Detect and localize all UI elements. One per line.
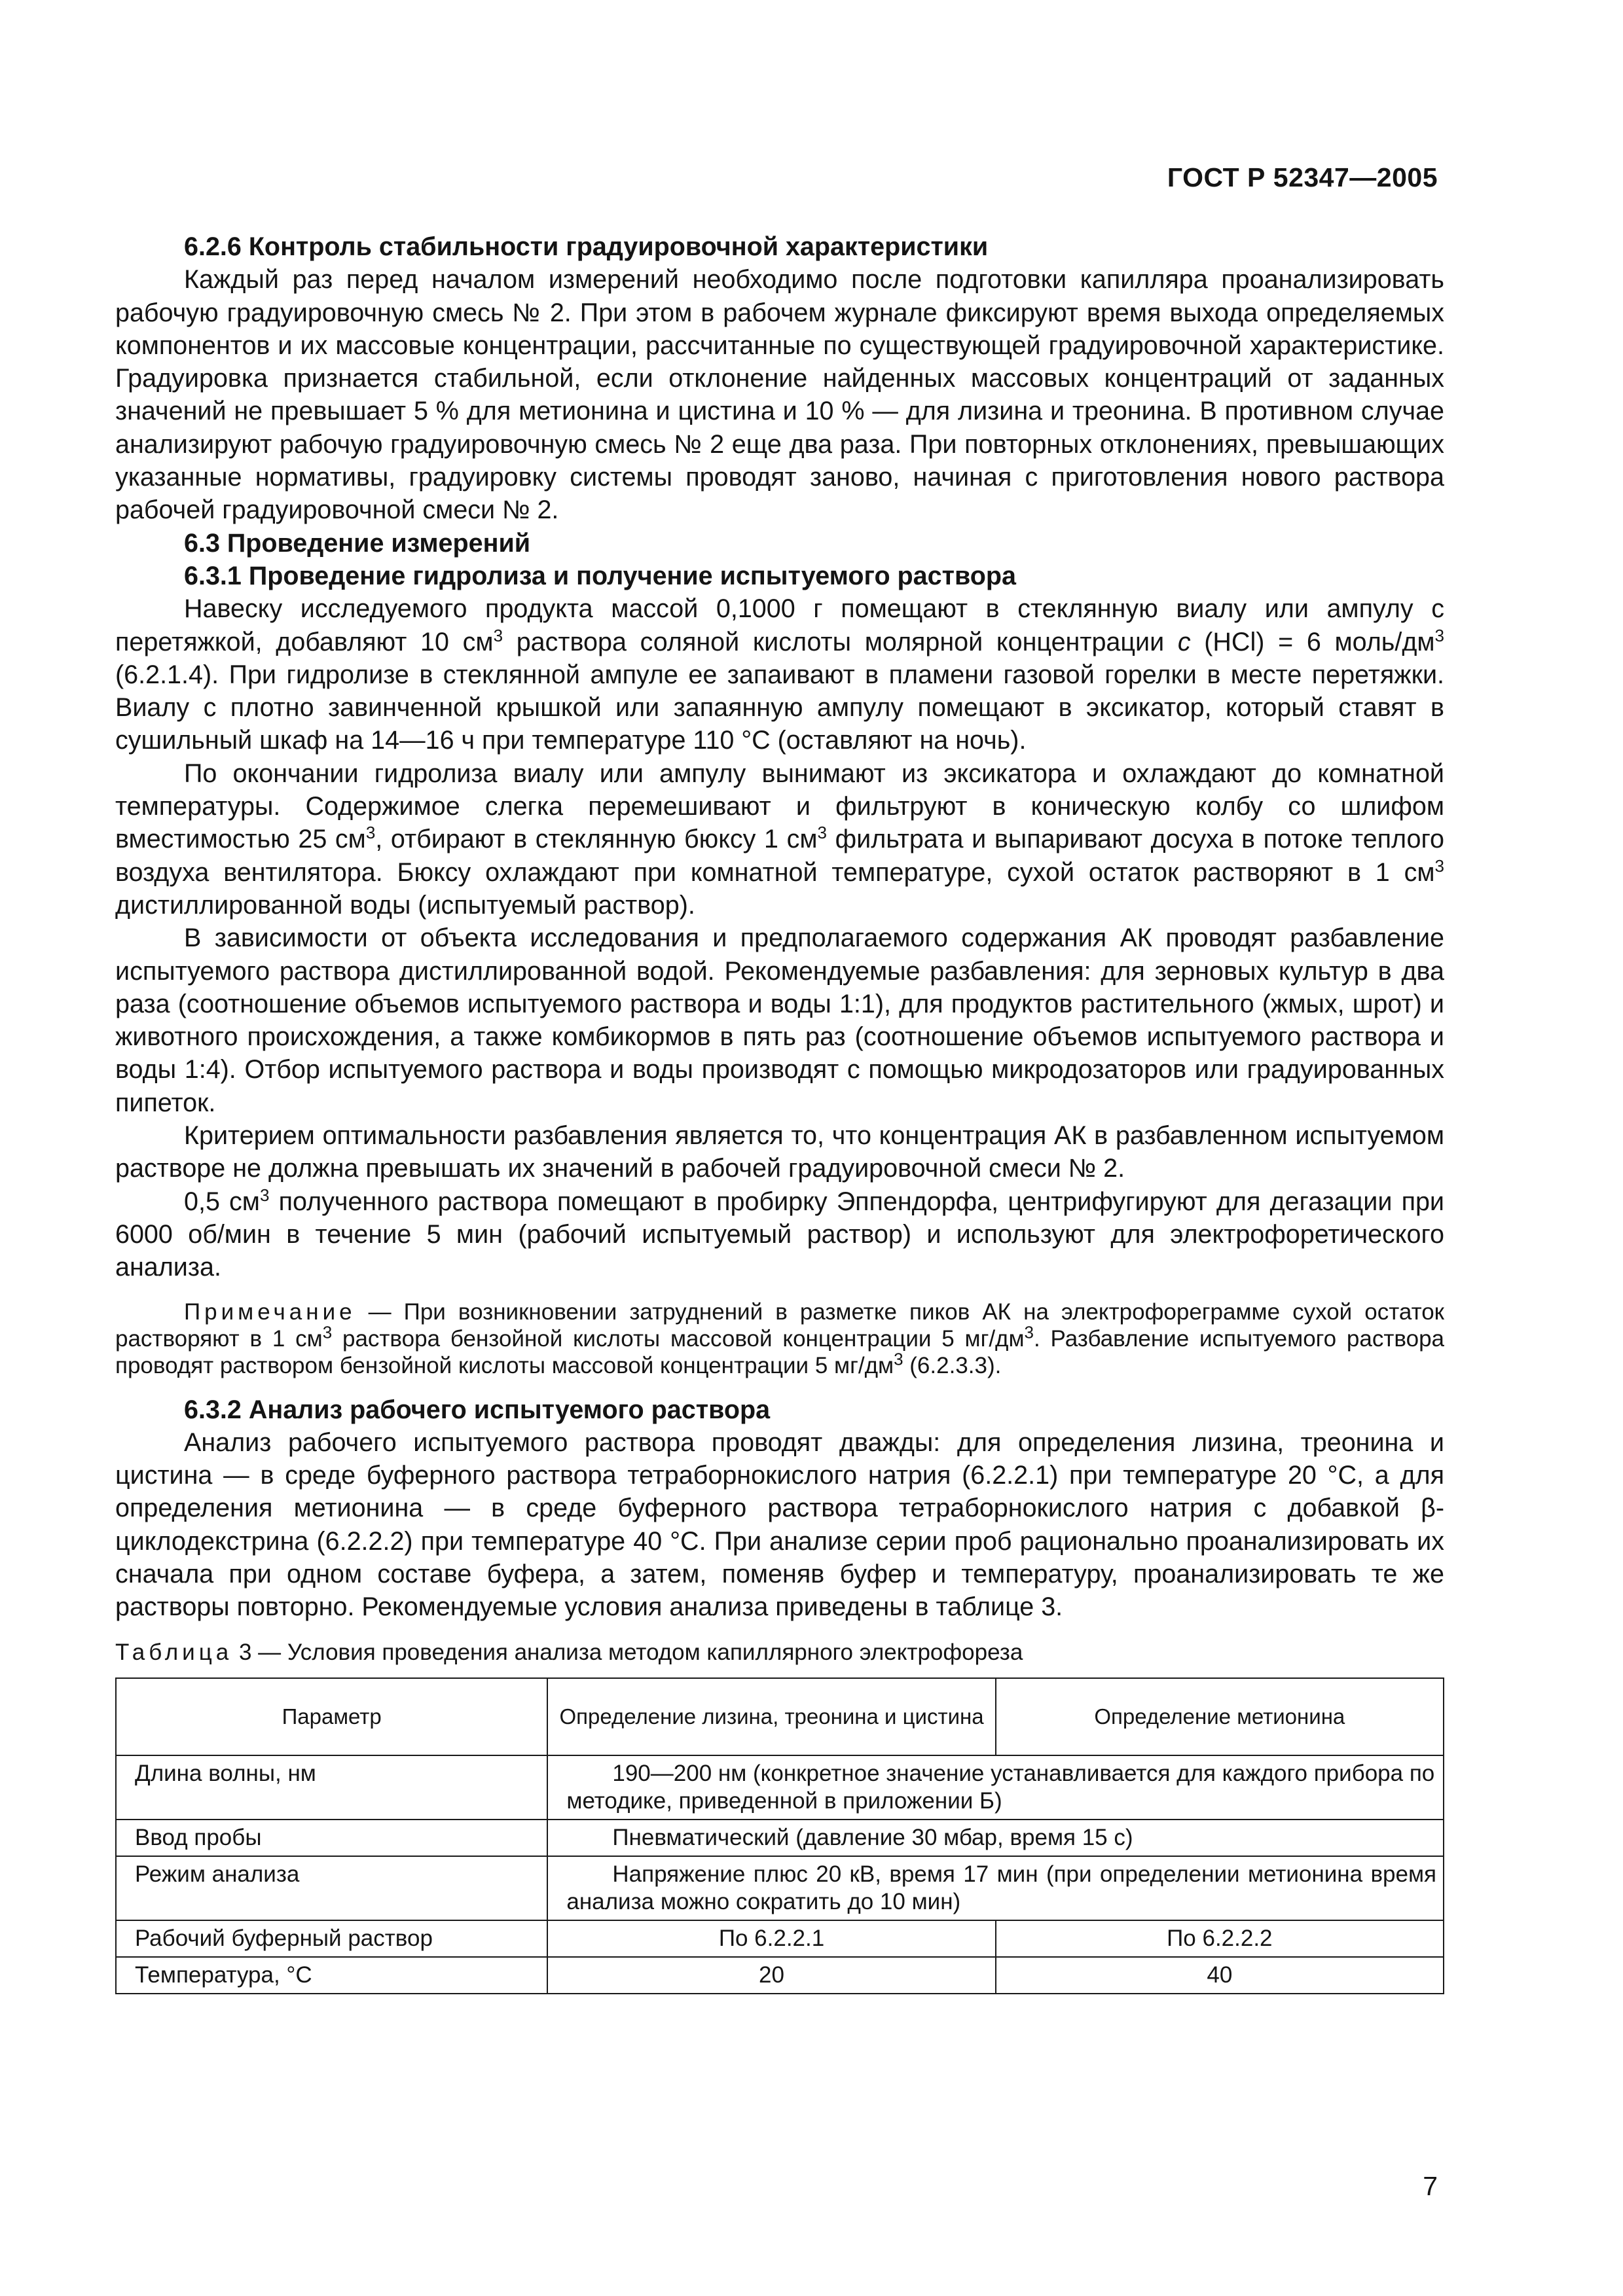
section-6-2-6-title: 6.2.6 Контроль стабильности градуировочной характеристики: [184, 232, 989, 261]
section-6-3-1-paragraph-2: По окончании гидролиза виалу или ампулу вынимают из эксикатора и охлаждают до комнатной температуры. Содержимое слегка перемешивают и фильтруют в коническую колбу со шлифом вместимостью 25 $см^3$, отбирают в стеклянную бюксу 1 $см^3$ фильтрата и выпаривают досуха в потоке теплого воздуха вентилятора. Бюксу охлаждают при комнатной температуре, сухой остаток растворяют в 1 $см^3$ дистиллированной воды (испытуемый раствор).: [115, 759, 1444, 920]
section-6-2-6-paragraph: Каждый раз перед началом измерений необходимо после подготовки капилляра проанализировать рабочую градуировочную смесь № 2. При этом в рабочем журнале фиксируют время выхода определяемых компонентов и их массовые концентрации, рассчитанные по существующей градуировочной характеристике. Градуировка признается стабильной, если отклонение найденных массовых концентраций от заданных значений не превышает 5 % для метионина и цистина и 10 % — для лизина и треонина. В противном случае анализируют рабочую градуировочную смесь № 2 еще два раза. При повторных отклонениях, превышающих указанные нормативы, градуировку системы проводят заново, начиная с приготовления нового раствора рабочей градуировочной смеси № 2.: [115, 265, 1444, 525]
section-6-3-1-paragraph-3: В зависимости от объекта исследования и предполагаемого содержания АК проводят разбавление испытуемого раствора дистиллированной водой. Рекомендуемые разбавления: для зерновых культур в два раза (соотношение объемов испытуемого раствора и воды 1:1), для продуктов растительного (жмых, шрот) и животного происхождения, а также комбикормов в пять раз (соотношение объемов испытуемого раствора и воды 1:4). Отбор испытуемого раствора и воды производят с помощью микродозаторов или градуированных пипеток.: [115, 924, 1444, 1117]
table-cell-param: Режим анализа: [116, 1856, 547, 1920]
table-cell-value: 190—200 нм (конкретное значение устанавливается для каждого прибора по методике, приведенной в приложении Б): [547, 1755, 1444, 1820]
table-cell-value: По 6.2.2.2: [996, 1920, 1444, 1957]
table-header-cell: Определение лизина, треонина и цистина: [547, 1678, 995, 1755]
table-row: [116, 1755, 1444, 1820]
section-6-3-1-title: 6.3.1 Проведение гидролиза и получение испытуемого раствора: [184, 561, 1016, 590]
section-6-3-1-paragraph-4: Критерием оптимальности разбавления является то, что концентрация АК в разбавленном испытуемом растворе не должна превышать их значений в рабочей градуировочной смеси № 2.: [115, 1121, 1444, 1183]
table-cell-param: Температура, °С: [116, 1957, 547, 1994]
table-header-cell: Параметр: [116, 1678, 547, 1755]
page-number: 7: [1423, 2171, 1438, 2201]
note-label: Примечание: [184, 1299, 356, 1325]
section-6-3-title: 6.3 Проведение измерений: [184, 528, 531, 558]
section-6-3-2-paragraph: Анализ рабочего испытуемого раствора проводят дважды: для определения лизина, треонина и цистина — в среде буферного раствора тетраборнокислого натрия (6.2.2.1) при температуре 20 °С, а для определения метионина — в среде буферного раствора тетраборнокислого натрия с добавкой β-циклодекстрина (6.2.2.2) при температуре 40 °С. При анализе серии проб рационально проанализировать их сначала при одном составе буфера, а затем, поменяв буфер и температуру, проанализировать те же растворы повторно. Рекомендуемые условия анализа приведены в таблице 3.: [115, 1427, 1444, 1622]
table-cell-value: Напряжение плюс 20 кВ, время 17 мин (при определении метионина время анализа можно сократить до 10 мин): [547, 1856, 1444, 1920]
table-cell-value: 40: [996, 1957, 1444, 1994]
table-row: [116, 1920, 1444, 1957]
section-6-3-2-title: 6.3.2 Анализ рабочего испытуемого раствора: [184, 1395, 771, 1424]
table-3: [115, 1677, 1444, 1994]
section-6-3-1-paragraph-1: Навеску исследуемого продукта массой 0,1000 г помещают в стеклянную виалу или ампулу с перетяжкой, добавляют 10 $см^3$ раствора соляной кислоты молярной концентрации c (HCl) = 6 моль/$дм^3$ (6.2.1.4). При гидролизе в стеклянной ампуле ее запаивают в пламени газовой горелки в месте перетяжки. Виалу с плотно завинченной крышкой или запаянную ампулу помещают в эксикатор, который ставят в сушильный шкаф на 14—16 ч при температуре 110 °С (оставляют на ночь).: [115, 594, 1444, 755]
table-row: [116, 1820, 1444, 1856]
table-header-cell: Определение метионина: [996, 1678, 1444, 1755]
table-cell-param: Рабочий буферный раствор: [116, 1920, 547, 1957]
note: Примечание — При возникновении затруднений в разметке пиков АК на электрофореграмме сухой остаток растворяют в 1 $см^3$ раствора бензойной кислоты массовой концентрации 5 $мг/дм^3$. Разбавление испытуемого раствора проводят раствором бензойной кислоты массовой концентрации 5 $мг/дм^3$ (6.2.3.3).: [115, 1299, 1444, 1378]
table-cell-value: По 6.2.2.1: [547, 1920, 995, 1957]
table-cell-value: Пневматический (давление 30 мбар, время 15 с): [547, 1820, 1444, 1856]
table-cell-value: 20: [547, 1957, 995, 1994]
table-row: [116, 1856, 1444, 1920]
table-3-caption: Таблица 3 — Условия проведения анализа методом капиллярного электрофореза: [115, 1639, 1023, 1665]
document-header-id: ГОСТ Р 52347—2005: [1167, 162, 1438, 192]
section-6-3-1-paragraph-5: 0,5 $см^3$ полученного раствора помещают в пробирку Эппендорфа, центрифугируют для дегазации при 6000 об/мин в течение 5 мин (рабочий испытуемый раствор) и используют для электрофоретического анализа.: [115, 1185, 1444, 1282]
table-cell-param: Длина волны, нм: [116, 1755, 547, 1820]
table-cell-param: Ввод пробы: [116, 1820, 547, 1856]
document-body: [115, 230, 1444, 1994]
table-header-row: [116, 1678, 1444, 1755]
table-row: [116, 1957, 1444, 1994]
